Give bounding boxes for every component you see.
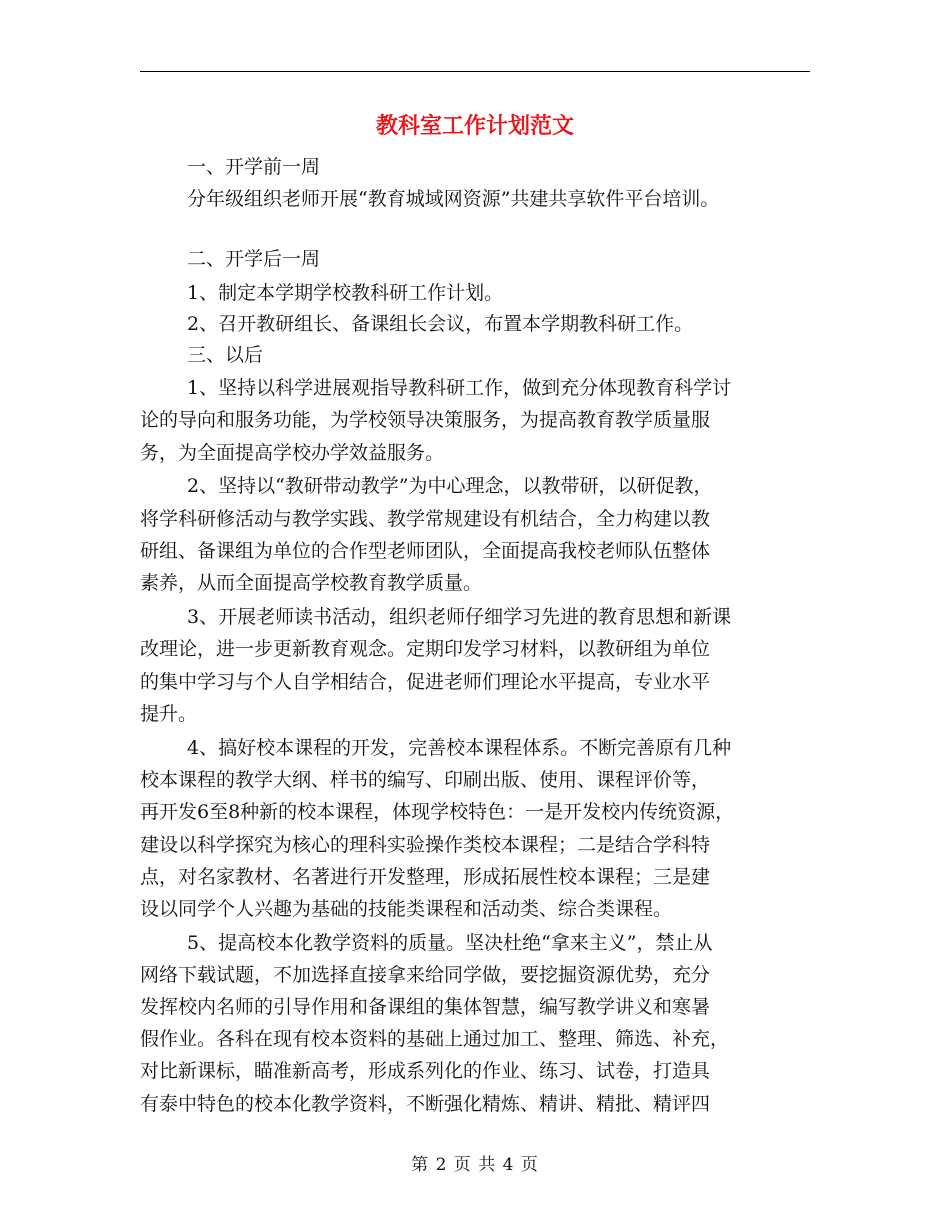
body-line: 5、提高校本化教学资料的质量。坚决杜绝“拿来主义”，禁止从 [187, 932, 713, 954]
body-line: 素养，从而全面提高学校教育教学质量。 [140, 572, 483, 594]
body-line: 一、开学前一周 [187, 156, 321, 178]
body-line: 论的导向和服务功能，为学校领导决策服务，为提高教育教学质量服 [140, 409, 711, 431]
body-line: 设以同学个人兴趣为基础的技能类课程和活动类、综合类课程。 [140, 898, 673, 920]
body-line: 1、制定本学期学校教科研工作计划。 [187, 282, 504, 304]
body-line: 将学科研修活动与教学实践、教学常规建设有机结合，全力构建以教 [140, 508, 711, 530]
body-line: 提升。 [140, 703, 198, 725]
body-line: 三、以后 [187, 344, 264, 366]
body-line: 有泰中特色的校本化教学资料，不断强化精炼、精讲、精批、精评四 [140, 1093, 711, 1115]
body-line: 1、坚持以科学进展观指导教科研工作，做到充分体现教育科学讨 [187, 377, 732, 399]
body-line: 的集中学习与个人自学相结合，促进老师们理论水平提高，专业水平 [140, 671, 711, 693]
body-line: 3、开展老师读书活动，组织老师仔细学习先进的教育思想和新课 [187, 606, 732, 628]
body-line: 改理论，进一步更新教育观念。定期印发学习材料，以教研组为单位 [140, 638, 711, 660]
body-line: 校本课程的教学大纲、样书的编写、印刷出版、使用、课程评价等， [140, 769, 711, 791]
body-line: 务，为全面提高学校办学效益服务。 [140, 442, 445, 464]
body-line: 4、搞好校本课程的开发，完善校本课程体系。不断完善原有几种 [187, 737, 732, 759]
body-line: 建设以科学探究为核心的理科实验操作类校本课程；二是结合学科特 [140, 834, 711, 856]
body-line: 点，对名家教材、名著进行开发整理，形成拓展性校本课程；三是建 [140, 866, 711, 888]
body-line: 假作业。各科在现有校本资料的基础上通过加工、整理、筛选、补充， [140, 1028, 730, 1050]
body-line: 2、召开教研组长、备课组长会议，布置本学期教科研工作。 [187, 313, 694, 335]
body-line: 研组、备课组为单位的合作型老师团队，全面提高我校老师队伍整体 [140, 540, 711, 562]
document-title: 教科室工作计划范文 [375, 113, 574, 139]
body-line: 网络下载试题，不加选择直接拿来给同学做，要挖掘资源优势，充分 [140, 964, 711, 986]
body-line: 分年级组织老师开展“教育城域网资源”共建共享软件平台培训。 [187, 188, 720, 210]
page-number: 第 2 页 共 4 页 [411, 1155, 539, 1175]
body-line: 2、坚持以“教研带动教学”为中心理念，以教带研，以研促教， [187, 475, 713, 497]
body-line: 再开发6至8种新的校本课程，体现学校特色：一是开发校内传统资源， [140, 801, 735, 823]
body-line: 二、开学后一周 [187, 248, 321, 270]
body-line: 对比新课标，瞄准新高考，形成系列化的作业、练习、试卷，打造具 [140, 1060, 711, 1082]
body-line: 发挥校内名师的引导作用和备课组的集体智慧，编写教学讲义和寒暑 [140, 996, 711, 1018]
header-rule [140, 71, 810, 72]
